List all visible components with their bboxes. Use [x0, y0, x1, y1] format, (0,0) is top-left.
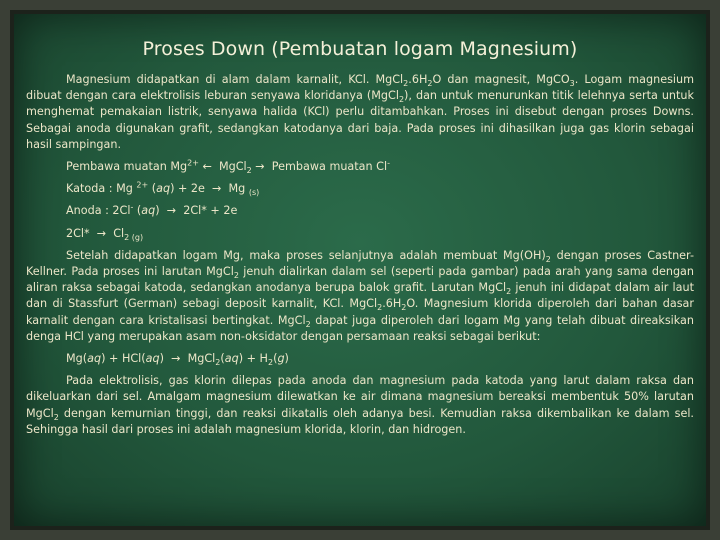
equation-anode: Anoda : 2Cl- (aq) → 2Cl* + 2e	[66, 202, 238, 218]
equation-charge-carriers: Pembawa muatan $Mg^{2+}$ ← MgCl$_2$ → Pembawa muatan Cl-	[66, 158, 390, 176]
paragraph-intro: Magnesium didapatkan di alam dalam karnalit, KCl. $MgCl_2.6H_2O$ dan magnesit, MgCO$_3$. Logam magnesium dibuat dengan cara elektrolisis leburan senyawa kloridanya (MgCl$_2$), dan untuk menurunkan titik lelehnya serta untuk menghemat pemakaian listrik, senyawa halida (KCl) perlu ditambahkan. Proses ini disebut dengan proses Downs. Sebagai anoda digunakan grafit, sedangkan katodanya dari baja. Pada proses ini dihasilkan juga gas klorin sebagai hasil sampingan.	[26, 73, 694, 151]
equation-cathode: Katoda : Mg $^{2+}$ (aq) + 2e → Mg $_{(s)}$	[66, 180, 260, 198]
equation-chlorine: $2Cl* \to Cl_{2 (g)}$	[66, 226, 144, 242]
slide-body	[26, 72, 694, 438]
paragraph-castner-kellner: Setelah didapatkan logam Mg, maka proses selanjutnya adalah membuat $Mg(OH)_2$ dengan proses Castner-Kellner. Pada proses ini larutan MgCl$_2$ jenuh dialirkan dalam sel (seperti pada gambar) pada arah yang sama dengan aliran raksa sebagai katoda, sedangkan anodanya berupa balok grafit. Larutan MgCl$_2$ jenuh ini didapat dalam air laut dan di Stassfurt (German) sebagi deposit karnalit, KCl. $MgCl_2.6H_2O$. Magnesium klorida diperoleh dari bahan dasar karnalit dengan cara kristalisasi bertingkat. MgCl$_2$ dapat juga diperoleh dari logam Mg yang telah dibuat direaksikan denga HCl yang merupakan asam non-oksidator dengan persamaan reaksi sebagai berikut:	[26, 248, 695, 343]
chalkboard	[26, 30, 694, 516]
paragraph-electrolysis: Pada elektrolisis, gas klorin dilepas pada anoda dan magnesium pada katoda yang larut dalam raksa dan dikeluarkan dari sel. Amalgam magnesium dilewatkan ke air dimana magnesium bereaksi membentuk 50% larutan MgCl$_2$ dengan kemurnian tinggi, dan reaksi dikatalis oleh adanya besi. Kemudian raksa dikembalikan ke dalam sel. Sehingga hasil dari proses ini adalah magnesium klorida, klorin, dan hidrogen.	[26, 374, 694, 436]
equation-mg-hcl: Mg(aq) + HCl(aq) → MgCl$_2$(aq) + $H_2(g)$	[66, 352, 289, 368]
slide-title: Proses Down (Pembuatan logam Magnesium)	[142, 38, 578, 60]
